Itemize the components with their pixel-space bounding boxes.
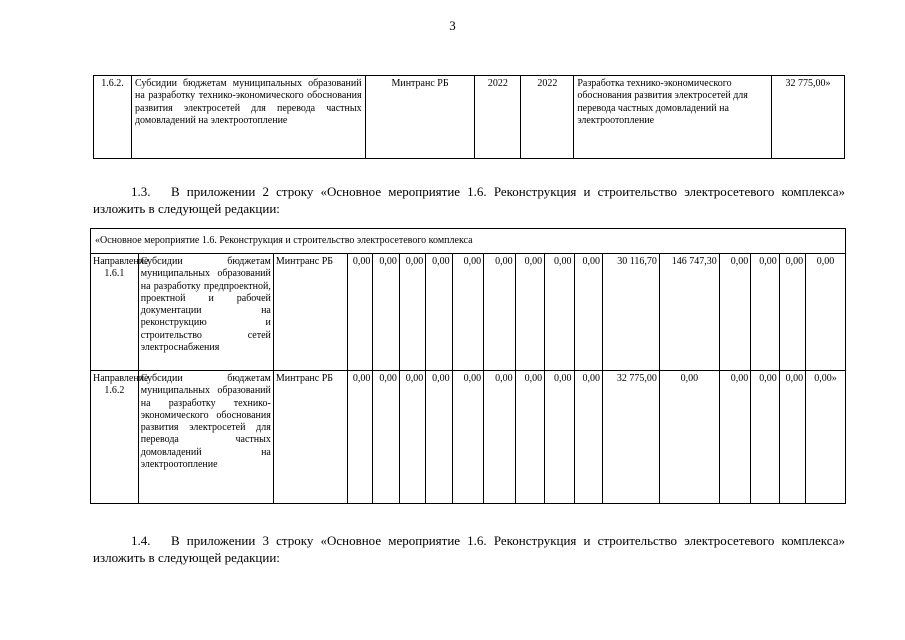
- activity-executor: Минтранс РБ: [365, 76, 475, 159]
- paragraph-number: 1.3.: [131, 184, 151, 199]
- value-cell: 0,00: [719, 371, 750, 504]
- activity-result: Разработка технико-экономического обоснования развития электросетей для перевода частных домовладений на электроотопление: [574, 76, 772, 159]
- direction-code: Направление 1.6.1: [91, 254, 139, 371]
- value-cell: 0,00: [574, 371, 602, 504]
- activity-name: Субсидии бюджетам муниципальных образований на разработку технико-экономического обоснования развития электросетей для перевода частных домовладений на электроотопление: [131, 76, 365, 159]
- value-cell: 0,00: [574, 254, 602, 371]
- value-cell: 0,00: [545, 371, 574, 504]
- value-cell: 0,00: [399, 254, 425, 371]
- value-cell: 32 775,00: [602, 371, 659, 504]
- direction-executor: Минтранс РБ: [273, 254, 347, 371]
- value-cell: 0,00: [806, 254, 846, 371]
- value-cell: 0,00»: [806, 371, 846, 504]
- value-cell: 0,00: [452, 371, 483, 504]
- value-cell: 0,00: [399, 371, 425, 504]
- value-cell: 0,00: [751, 371, 779, 504]
- table-program-activity: [93, 75, 845, 159]
- value-cell: 0,00: [719, 254, 750, 371]
- value-cell: 0,00: [348, 371, 373, 504]
- table-row: [91, 254, 846, 371]
- value-cell: 0,00: [348, 254, 373, 371]
- value-cell: 0,00: [515, 254, 544, 371]
- value-cell: 0,00: [779, 254, 805, 371]
- direction-name: Субсидии бюджетам муниципальных образований на разработку предпроектной, проектной и рабочей документации на реконструкцию и строительство сетей электроснабжения: [138, 254, 273, 371]
- activity-year-end: 2022: [521, 76, 574, 159]
- value-cell: 146 747,30: [659, 254, 719, 371]
- value-cell: 0,00: [373, 254, 399, 371]
- value-cell: 0,00: [484, 254, 515, 371]
- table-row: [91, 371, 846, 504]
- value-cell: 0,00: [373, 371, 399, 504]
- direction-name: Субсидии бюджетам муниципальных образований на разработку технико-экономического обоснования развития электросетей для перевода частных домовладений на электроотопление: [138, 371, 273, 504]
- value-cell: 0,00: [452, 254, 483, 371]
- value-cell: 0,00: [484, 371, 515, 504]
- direction-executor: Минтранс РБ: [273, 371, 347, 504]
- value-cell: 0,00: [779, 371, 805, 504]
- value-cell: 0,00: [426, 371, 452, 504]
- paragraph-1-3: [93, 183, 845, 217]
- page-number: 3: [449, 18, 456, 33]
- value-cell: 0,00: [545, 254, 574, 371]
- value-cell: 0,00: [515, 371, 544, 504]
- paragraph-text: В приложении 3 строку «Основное мероприятие 1.6. Реконструкция и строительство электросетевого комплекса» изложить в следующей редакции:: [93, 533, 845, 565]
- direction-code: Направление 1.6.2: [91, 371, 139, 504]
- paragraph-1-4: [93, 532, 845, 566]
- value-cell: 0,00: [751, 254, 779, 371]
- table-header-row: [91, 229, 846, 254]
- table-funding: [90, 228, 846, 504]
- activity-code: 1.6.2.: [94, 76, 132, 159]
- paragraph-text: В приложении 2 строку «Основное мероприятие 1.6. Реконструкция и строительство электросетевого комплекса» изложить в следующей редакции:: [93, 184, 845, 216]
- paragraph-number: 1.4.: [131, 533, 151, 548]
- table-header: «Основное мероприятие 1.6. Реконструкция и строительство электросетевого комплекса: [91, 229, 846, 254]
- activity-year-start: 2022: [475, 76, 521, 159]
- table-row: [94, 76, 845, 159]
- value-cell: 0,00: [659, 371, 719, 504]
- value-cell: 0,00: [426, 254, 452, 371]
- activity-amount: 32 775,00»: [772, 76, 845, 159]
- value-cell: 30 116,70: [602, 254, 659, 371]
